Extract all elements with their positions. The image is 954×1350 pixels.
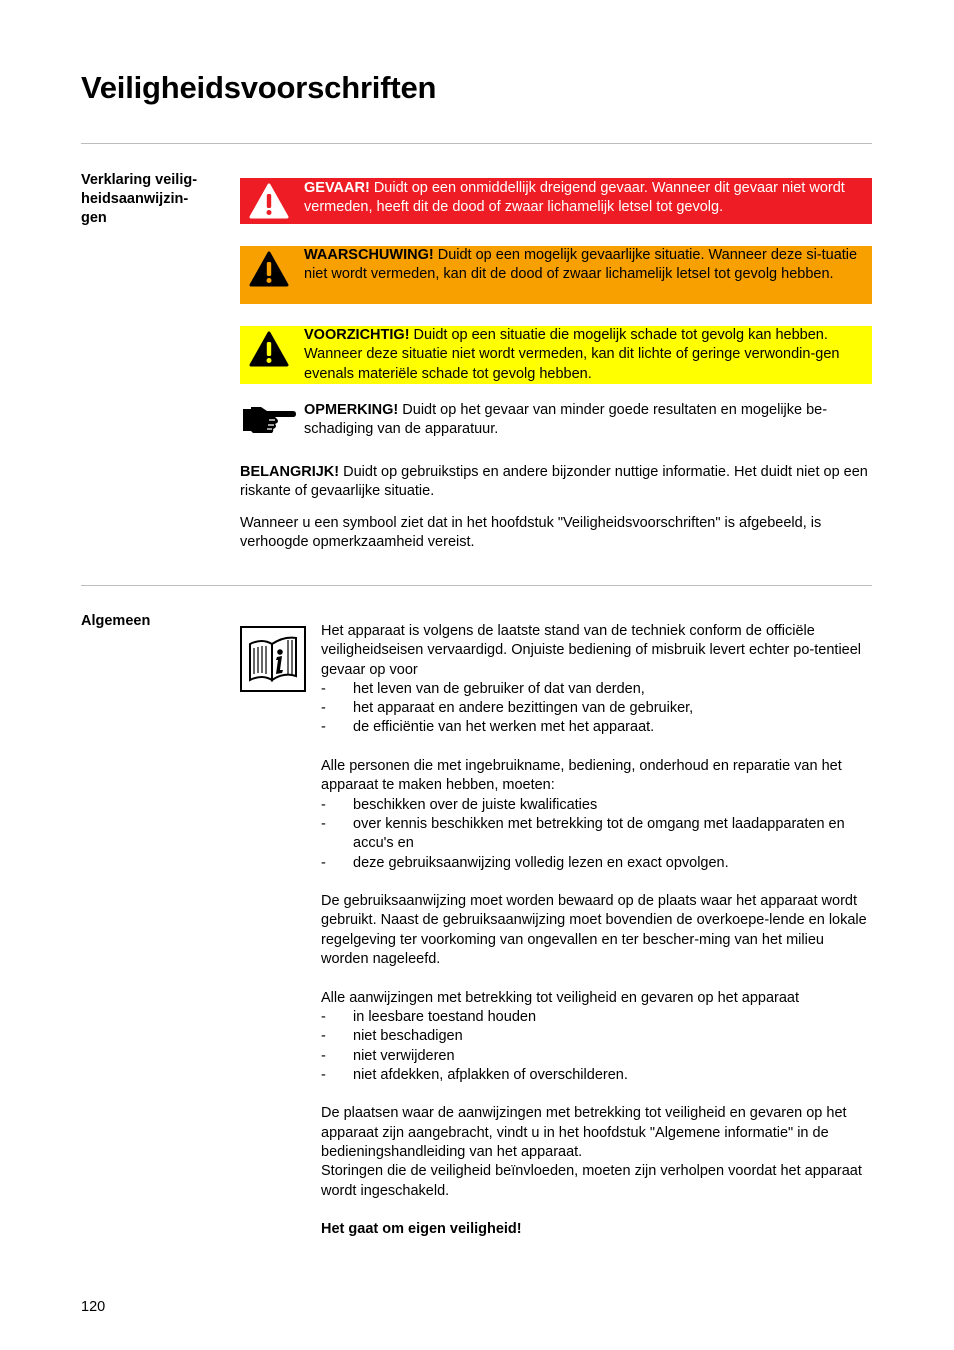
divider — [81, 585, 872, 586]
page-title: Veiligheidsvoorschriften — [81, 70, 437, 105]
waarschuwing-text: WAARSCHUWING! Duidt op een mogelijk gevaarlijke situatie. Wanneer deze si-tuatie niet wordt vermeden, kan dit de dood of zwaar lichamelijk letsel tot gevolg hebben. — [304, 247, 858, 283]
waarschuwing-box — [240, 246, 872, 304]
instructions-list — [321, 1008, 872, 1085]
list-item: - niet afdekken, afplakken of overschilderen. — [321, 1066, 872, 1085]
opmerking-box — [240, 400, 872, 440]
warning-triangle-icon — [240, 178, 298, 224]
voorzichtig-text: VOORZICHTIG! Duidt op een situatie die mogelijk schade tot gevolg kan hebben. Wanneer deze situatie niet wordt vermeden, kan dit lichte of geringe verwondin-gen evenals materiële schade tot gevolg hebben. — [304, 327, 840, 382]
algemeen-content — [321, 622, 872, 1240]
section-heading-verklaring: Verklaring veilig- heidsaanwijzin- gen — [81, 172, 198, 226]
pointing-hand-icon — [240, 400, 298, 440]
personen-text: Alle personen die met ingebruikname, bediening, onderhoud en reparatie van het apparaat te maken hebben, moeten: — [321, 758, 842, 794]
list-item: - niet verwijderen — [321, 1047, 872, 1066]
bewaard-text: De gebruiksaanwijzing moet worden bewaard op de plaats waar het apparaat wordt gebruikt. Naast de gebruiksaanwijzing moet bovendien de overkoepe-lende en lokale regelgeving ter voorkoming van ongevallen en ter bescher-ming van het milieu worden nageleefd. — [321, 893, 867, 968]
list-item: - in leesbare toestand houden — [321, 1008, 872, 1027]
opmerking-text: OPMERKING! Duidt op het gevaar van minder goede resultaten en mogelijke be-schadiging van de apparatuur. — [304, 402, 828, 438]
manual-info-icon — [240, 626, 306, 692]
list-item: - de efficiëntie van het werken met het apparaat. — [321, 718, 872, 737]
gevaar-text: GEVAAR! Duidt op een onmiddellijk dreigend gevaar. Wanneer dit gevaar niet wordt vermeden, heeft dit de dood of zwaar lichamelijk letsel tot gevolg. — [304, 180, 845, 216]
gevaar-box — [240, 178, 872, 224]
page-number: 120 — [81, 1299, 106, 1315]
list-item: - beschikken over de juiste kwalificaties — [321, 796, 872, 815]
list-item: - over kennis beschikken met betrekking tot de omgang met laadapparaten en accu's en — [321, 815, 872, 854]
section-heading-algemeen: Algemeen — [81, 613, 151, 629]
aanwijzingen-text: Alle aanwijzingen met betrekking tot veiligheid en gevaren op het apparaat — [321, 989, 800, 1006]
intro-text: Het apparaat is volgens de laatste stand van de techniek conform de officiële veiligheidseisen vervaardigd. Onjuiste bediening of misbruik levert echter po-tentieel gevaar op voor — [321, 623, 862, 678]
list-item: - het apparaat en andere bezittingen van de gebruiker, — [321, 699, 872, 718]
requirements-list — [321, 796, 872, 873]
storingen-text: Storingen die de veiligheid beïnvloeden, moeten zijn verholpen voordat het apparaat wordt ingeschakeld. — [321, 1163, 862, 1199]
divider — [81, 143, 872, 144]
risk-list — [321, 680, 872, 738]
symbool-text: Wanneer u een symbool ziet dat in het hoofdstuk "Veiligheidsvoorschriften" is afgebeeld, is verhoogde opmerkzaamheid vereist. — [240, 515, 822, 551]
list-item: - het leven van de gebruiker of dat van derden, — [321, 680, 872, 699]
warning-triangle-icon — [240, 246, 298, 292]
list-item: - deze gebruiksaanwijzing volledig lezen en exact opvolgen. — [321, 854, 872, 873]
closing-text: Het gaat om eigen veiligheid! — [321, 1221, 522, 1238]
belangrijk-text: BELANGRIJK! Duidt op gebruikstips en andere bijzonder nuttige informatie. Het duidt niet op een riskante of gevaarlijke situatie. — [240, 464, 868, 500]
warning-triangle-icon — [240, 326, 298, 372]
list-item: - niet beschadigen — [321, 1027, 872, 1046]
voorzichtig-box — [240, 326, 872, 384]
plaatsen-text: De plaatsen waar de aanwijzingen met betrekking tot veiligheid en gevaren op het apparaat zijn aangebracht, vindt u in het hoofdstuk "Algemene informatie" in de bedieningshandleiding van het apparaat. — [321, 1105, 847, 1161]
